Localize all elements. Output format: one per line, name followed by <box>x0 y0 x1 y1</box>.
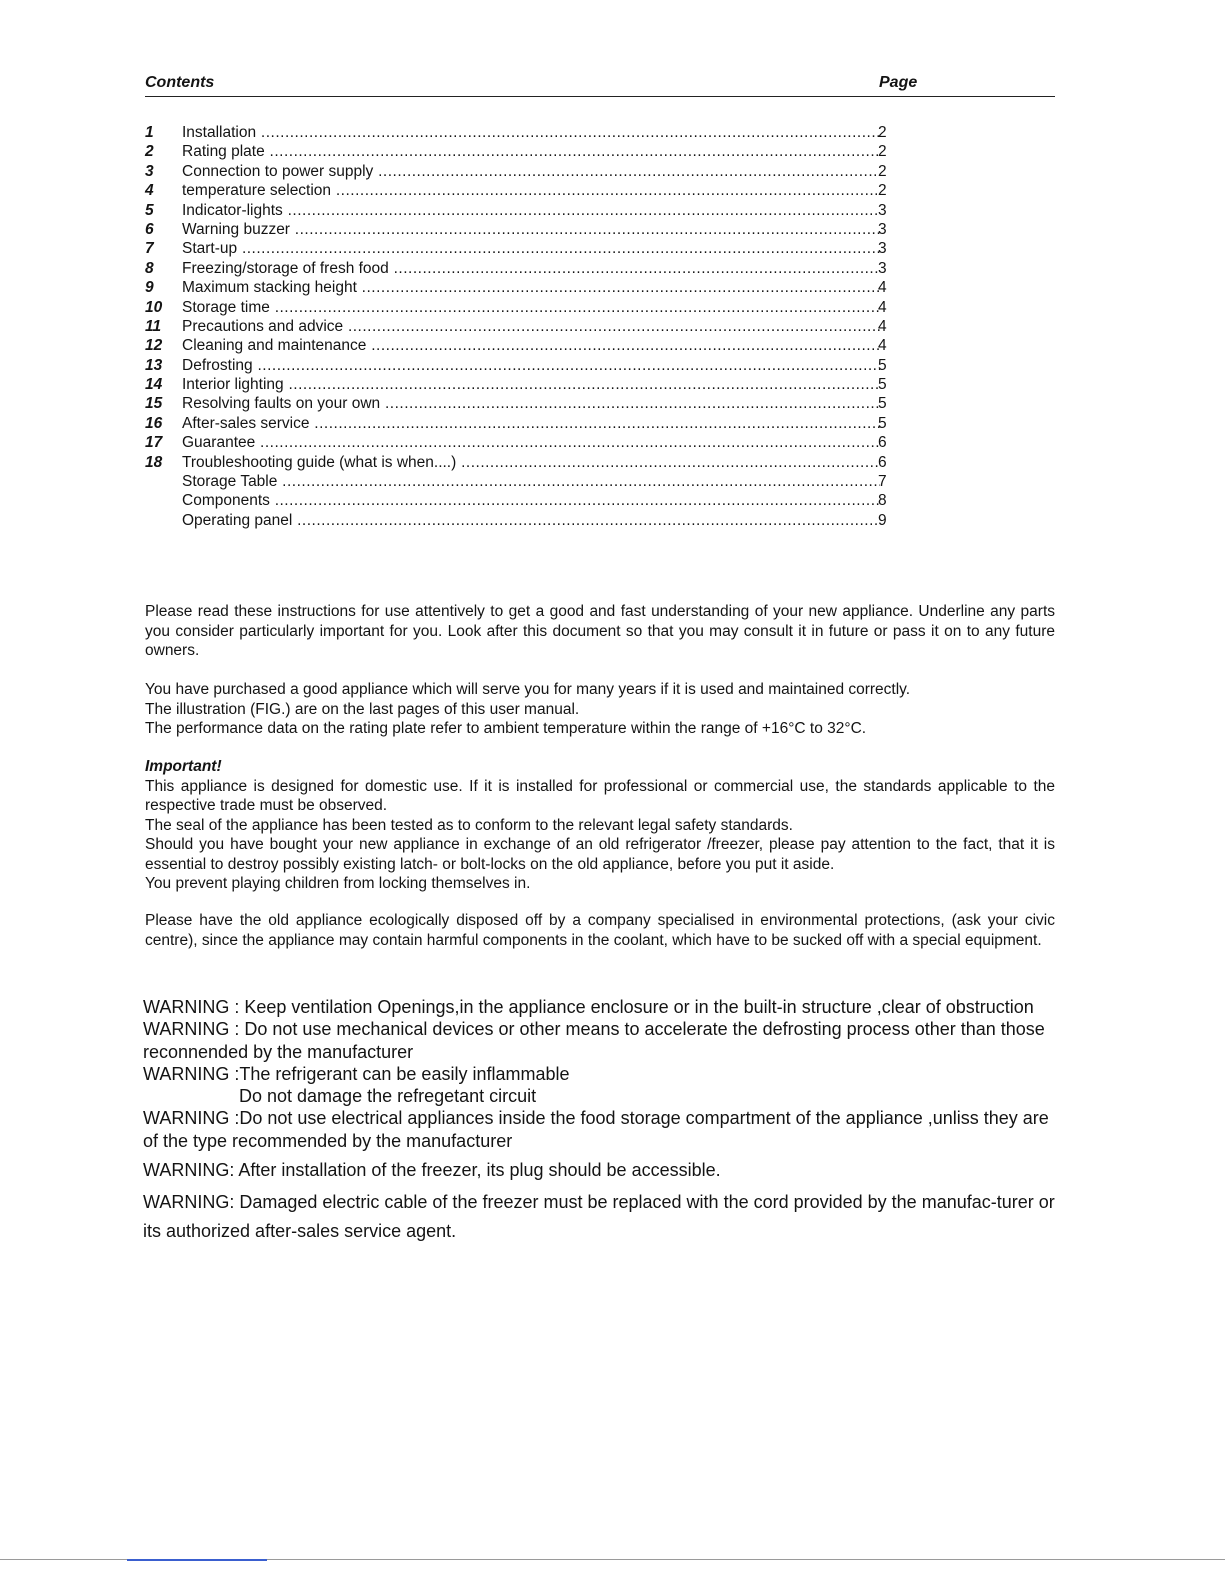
warnings-section <box>143 996 1063 1246</box>
toc-page-number: 4 <box>878 298 887 316</box>
toc-page-number: 8 <box>878 492 887 510</box>
toc-page-number: 3 <box>878 240 887 258</box>
toc-row <box>145 239 905 258</box>
toc-number: 3 <box>145 162 154 180</box>
warning-defrosting: WARNING : Do not use mechanical devices or other means to accelerate the defrosting process other than those reconnended by the manufacturer <box>143 1019 1045 1062</box>
warning-electrical: WARNING :Do not use electrical appliances inside the food storage compartment of the appliance ,unliss they are of the type recommended by the manufacturer <box>143 1108 1049 1151</box>
contents-label: Contents <box>145 74 215 91</box>
toc-number: 12 <box>145 337 163 355</box>
toc-title: Guarantee ..... <box>182 433 880 452</box>
toc-row <box>145 220 905 239</box>
disposal-text: Please have the old appliance ecologically disposed off by a company specialised in environmental protections, (ask your civic centre), since the appliance may contain harmful components in the coolant, which have to be sucked off with a special equipment. <box>145 912 1055 949</box>
toc-title: temperature selection ..... <box>182 181 880 200</box>
warning-ventilation: WARNING : Keep ventilation Openings,in the appliance enclosure or in the built-in structure ,clear of obstruction <box>143 997 1034 1017</box>
toc-number: 14 <box>145 376 163 394</box>
toc-page-number: 2 <box>878 143 887 161</box>
toc-title: Storage Table ..... <box>182 472 880 491</box>
toc-title: Start-up ..... <box>182 239 880 258</box>
toc-page-number: 6 <box>878 434 887 452</box>
toc-page-number: 3 <box>878 220 887 238</box>
toc-number: 18 <box>145 453 163 471</box>
toc-title: Storage time ..... <box>182 298 880 317</box>
toc-row <box>145 317 905 336</box>
toc-row <box>145 123 905 142</box>
toc-title: Maximum stacking height ..... <box>182 278 880 297</box>
toc-row <box>145 356 905 375</box>
domestic-use-text: This appliance is designed for domestic use. If it is installed for professional or commercial use, the standards applicable to the respective trade must be observed. <box>145 777 1055 814</box>
toc-page-number: 4 <box>878 317 887 335</box>
toc-number: 4 <box>145 182 154 200</box>
toc-row <box>145 433 905 452</box>
toc-row <box>145 181 905 200</box>
toc-title: After-sales service ..... <box>182 414 880 433</box>
intro-text: Please read these instructions for use attentively to get a good and fast understanding of your new appliance. Underline any parts you consider particularly important for you. Look after this document so that you may consult it in future or pass it on to any future owners. <box>145 603 1055 659</box>
table-of-contents <box>145 123 905 530</box>
toc-page-number: 2 <box>878 124 887 141</box>
warning-refrigerant-circuit: Do not damage the refregetant circuit <box>239 1086 537 1107</box>
toc-number: 5 <box>145 201 154 219</box>
warning-refrigerant: WARNING :The refrigerant can be easily inflammable <box>143 1063 570 1084</box>
toc-number: 13 <box>145 356 163 374</box>
toc-row <box>145 336 905 355</box>
toc-row <box>145 298 905 317</box>
disposal-paragraph <box>145 911 1055 950</box>
toc-row <box>145 259 905 278</box>
toc-number: 9 <box>145 279 154 297</box>
toc-page-number: 3 <box>878 259 887 277</box>
toc-page-number: 2 <box>878 182 887 200</box>
toc-page-number: 5 <box>878 395 887 413</box>
toc-row <box>145 491 905 510</box>
toc-row <box>145 162 905 181</box>
toc-page-number: 2 <box>878 162 887 180</box>
toc-row <box>145 375 905 394</box>
toc-title: Freezing/storage of fresh food ..... <box>182 259 880 278</box>
toc-number: 15 <box>145 395 163 413</box>
toc-page-number: 5 <box>878 356 887 374</box>
warning-plug: WARNING: After installation of the freezer, its plug should be accessible. <box>143 1160 721 1181</box>
toc-title: Rating plate ..... <box>182 142 880 161</box>
toc-title: Cleaning and maintenance ..... <box>182 336 880 355</box>
contents-header <box>145 72 1055 97</box>
toc-title: Connection to power supply ..... <box>182 162 880 181</box>
footer-mark <box>127 1555 267 1561</box>
toc-title: Installation ..... <box>182 123 880 142</box>
purchase-paragraph <box>145 680 1055 739</box>
toc-row <box>145 278 905 297</box>
toc-number: 6 <box>145 220 154 238</box>
seal-text: The seal of the appliance has been tested as to conform to the relevant legal safety standards. <box>145 816 793 834</box>
toc-title: Defrosting ..... <box>182 356 880 375</box>
toc-row <box>145 201 905 220</box>
warning-cable: WARNING: Damaged electric cable of the freezer must be replaced with the cord provided by the manufac-turer or its authorized after-sales service agent. <box>143 1192 1055 1242</box>
toc-row <box>145 414 905 433</box>
purchase-line: You have purchased a good appliance which will serve you for many years if it is used and maintained correctly. <box>145 681 911 698</box>
toc-page-number: 9 <box>878 511 887 529</box>
toc-page-number: 4 <box>878 279 887 297</box>
toc-title: Interior lighting ..... <box>182 375 880 394</box>
toc-page-number: 7 <box>878 473 887 491</box>
toc-number: 8 <box>145 259 154 277</box>
toc-number: 10 <box>145 298 163 316</box>
toc-number: 7 <box>145 240 154 258</box>
toc-number: 11 <box>145 317 162 335</box>
toc-row <box>145 142 905 161</box>
important-section <box>145 757 1055 894</box>
toc-page-number: 5 <box>878 376 887 394</box>
children-text: You prevent playing children from locking themselves in. <box>145 875 531 892</box>
toc-row <box>145 453 905 472</box>
toc-row <box>145 511 905 530</box>
toc-page-number: 3 <box>878 201 887 219</box>
toc-row <box>145 472 905 491</box>
illustration-line: The illustration (FIG.) are on the last pages of this user manual. <box>145 700 580 718</box>
toc-number: 1 <box>145 124 154 141</box>
toc-title: Warning buzzer ..... <box>182 220 880 239</box>
old-appliance-text: Should you have bought your new appliance in exchange of an old refrigerator /freezer, please pay attention to the fact, that it is essential to destroy possibly existing latch- or bolt-locks on the old appliance, before you put it aside. <box>145 836 1055 873</box>
performance-line: The performance data on the rating plate refer to ambient temperature within the range of +16°C to 32°C. <box>145 720 867 737</box>
toc-title: Precautions and advice ..... <box>182 317 880 336</box>
toc-row <box>145 394 905 413</box>
toc-number: 2 <box>145 143 154 161</box>
intro-paragraph <box>145 602 1055 661</box>
toc-page-number: 6 <box>878 453 887 471</box>
toc-title: Operating panel ..... <box>182 511 880 530</box>
toc-number: 16 <box>145 414 163 432</box>
toc-title: Indicator-lights ..... <box>182 201 880 220</box>
important-heading: Important! <box>145 758 222 775</box>
toc-title: Resolving faults on your own ..... <box>182 394 880 413</box>
page-label: Page <box>879 74 918 91</box>
toc-title: Troubleshooting guide (what is when....) ..... <box>182 453 880 472</box>
toc-page-number: 5 <box>878 414 887 432</box>
toc-page-number: 4 <box>878 337 887 355</box>
toc-number: 17 <box>145 434 163 452</box>
toc-title: Components ..... <box>182 491 880 510</box>
